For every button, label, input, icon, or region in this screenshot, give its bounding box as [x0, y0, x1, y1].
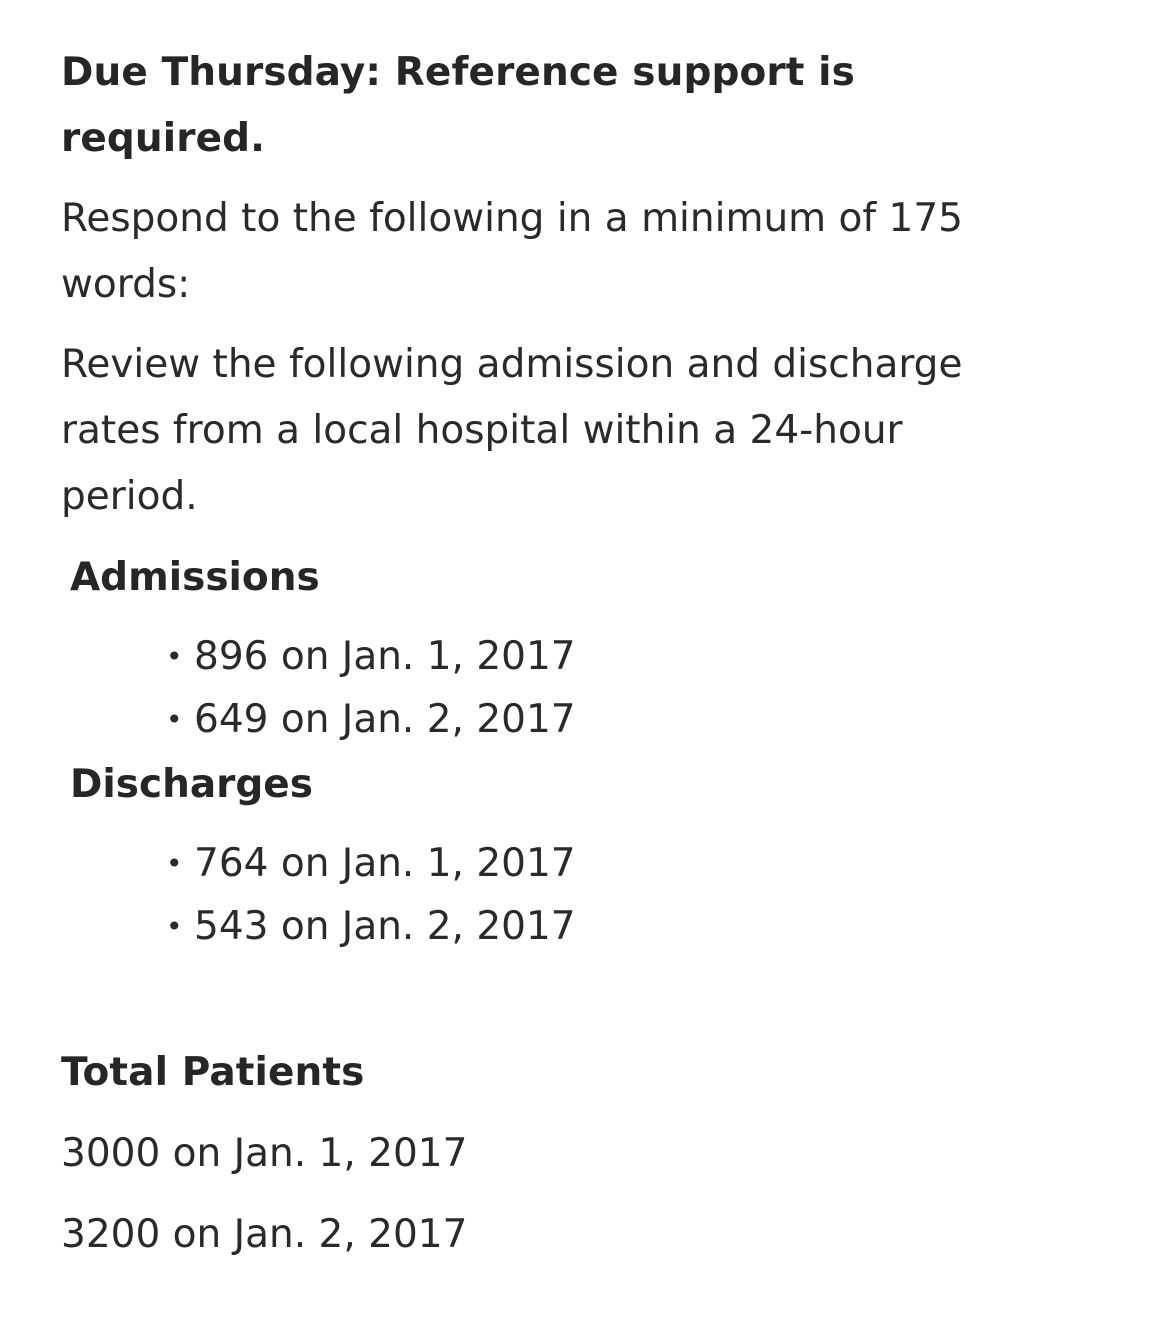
- total-patients-row: [61, 1210, 467, 1260]
- instruction-paragraph: [61, 186, 963, 318]
- total-patients-section: [61, 1048, 364, 1098]
- discharges-section: [61, 760, 313, 810]
- title-line-2: required.: [61, 116, 266, 161]
- list-item: [166, 832, 576, 895]
- assignment-title: [61, 40, 855, 172]
- total-patients-row: [61, 1129, 467, 1179]
- admissions-list: [61, 625, 576, 751]
- bullet-icon: •: [166, 640, 183, 673]
- list-item: [166, 625, 576, 688]
- admission-item-2: 649 on Jan. 2, 2017: [194, 697, 576, 742]
- list-item: [166, 895, 576, 958]
- instruction-line-1: Respond to the following in a minimum of 175: [61, 196, 963, 241]
- review-line-1: Review the following admission and discharge: [61, 342, 963, 387]
- review-line-3: period.: [61, 474, 198, 519]
- review-line-2: rates from a local hospital within a 24-hour: [61, 408, 903, 453]
- title-line-1: Due Thursday: Reference support is: [61, 50, 855, 95]
- admission-item-1: 896 on Jan. 1, 2017: [194, 634, 576, 679]
- total-patients-jan-2: 3200 on Jan. 2, 2017: [61, 1212, 468, 1257]
- instruction-line-2: words:: [61, 262, 191, 307]
- discharge-item-1: 764 on Jan. 1, 2017: [194, 841, 576, 886]
- total-patients-jan-1: 3000 on Jan. 1, 2017: [61, 1131, 468, 1176]
- total-patients-heading: Total Patients: [61, 1050, 365, 1095]
- bullet-icon: •: [166, 847, 183, 880]
- admissions-section: [61, 553, 320, 603]
- bullet-icon: •: [166, 703, 183, 736]
- review-paragraph: [61, 332, 1061, 530]
- discharge-item-2: 543 on Jan. 2, 2017: [194, 904, 576, 949]
- admissions-heading: Admissions: [70, 555, 320, 600]
- bullet-icon: •: [166, 910, 183, 943]
- discharges-list: [61, 832, 576, 958]
- list-item: [166, 688, 576, 751]
- discharges-heading: Discharges: [70, 762, 313, 807]
